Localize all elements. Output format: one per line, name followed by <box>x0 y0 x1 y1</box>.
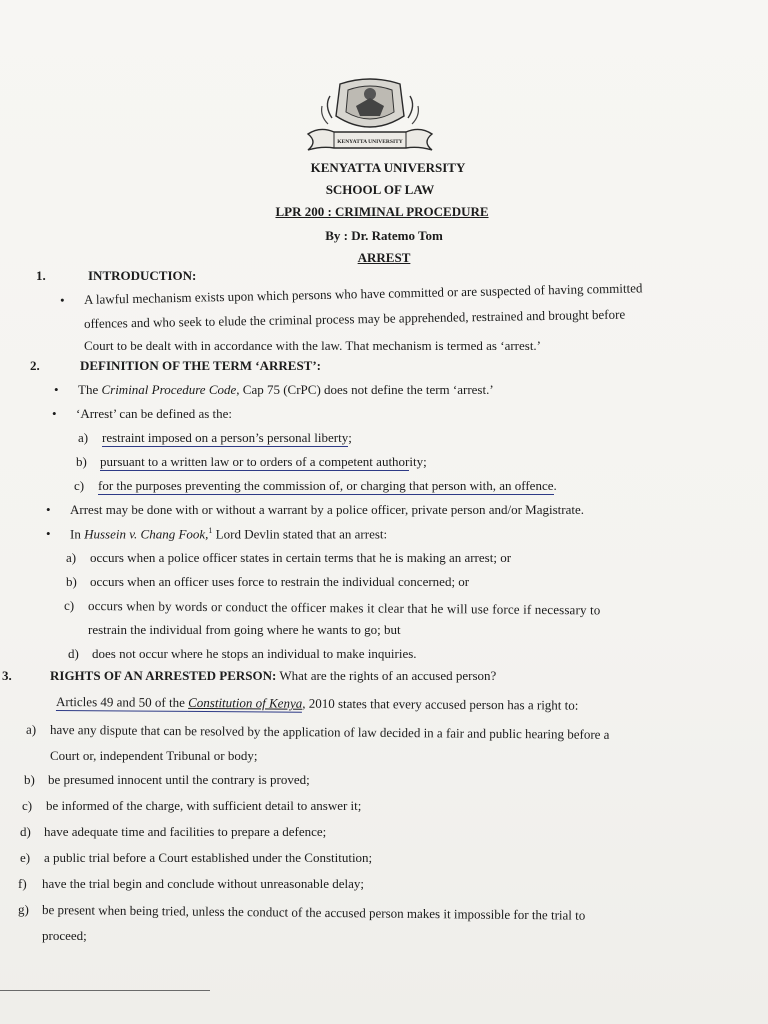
devlin-item-c-line-1: c) occurs when by words or conduct the officer makes it clear that he will use force if necessary to <box>63 597 601 618</box>
devlin-item-b: b) occurs when an officer uses force to restrain the individual concerned; or <box>66 574 470 589</box>
right-item-a-line-2: Court or, independent Tribunal or body; <box>50 748 258 763</box>
section-1-number: 1. <box>36 268 46 283</box>
section-3-number: 3. <box>2 668 12 683</box>
topic-title: ARREST <box>357 250 411 265</box>
course-title: LPR 200 : CRIMINAL PROCEDURE <box>275 204 489 219</box>
section-2-number: 2. <box>30 358 40 373</box>
rights-intro: Articles 49 and 50 of the Constitution of Kenya, 2010 states that every accused person has a right to: <box>55 694 579 713</box>
definition-bullet-4: • In Hussein v. Chang Fook,$^1$ Lord Devlin stated that an arrest: <box>70 526 387 542</box>
school-name: SCHOOL OF LAW <box>325 182 435 197</box>
section-3-heading: RIGHTS OF AN ARRESTED PERSON: What are the rights of an accused person? <box>50 668 497 683</box>
intro-line-2: offences and who seek to elude the criminal process may be apprehended, restrained and brought before <box>83 306 626 331</box>
section-1-title: INTRODUCTION: <box>88 268 197 283</box>
footnote-divider <box>0 990 210 991</box>
section-2-title: DEFINITION OF THE TERM ‘ARREST’: <box>80 358 322 373</box>
definition-item-a: a) restraint imposed on a person’s personal liberty; <box>78 430 352 445</box>
intro-line-1: • A lawful mechanism exists upon which persons who have committed or are suspected of having committed <box>84 280 643 308</box>
right-item-a-line-1: a) have any dispute that can be resolved by the application of law decided in a fair and public hearing before a <box>25 721 610 742</box>
devlin-item-d: d) does not occur where he stops an individual to make inquiries. <box>68 646 417 661</box>
right-item-b: b) be presumed innocent until the contrary is proved; <box>24 772 310 787</box>
right-item-f: f) have the trial begin and conclude without unreasonable delay; <box>18 876 364 891</box>
right-item-g-line-2: proceed; <box>42 928 87 943</box>
crest-motto: KENYATTA UNIVERSITY <box>337 139 403 145</box>
author-line: By : Dr. Ratemo Tom <box>325 228 443 243</box>
definition-bullet-3: • Arrest may be done with or without a warrant by a police officer, private person and/or Magistrate. <box>70 502 584 518</box>
right-item-c: c) be informed of the charge, with sufficient detail to answer it; <box>22 798 362 813</box>
definition-item-b: b) pursuant to a written law or to orders of a competent authority; <box>76 454 427 469</box>
definition-item-c: c) for the purposes preventing the commission of, or charging that person with, an offence. <box>74 478 557 493</box>
university-crest-icon <box>300 76 440 158</box>
devlin-item-c-line-2: restrain the individual from going where he wants to go; but <box>88 622 401 637</box>
definition-bullet-1: • The Criminal Procedure Code, Cap 75 (CrPC) does not define the term ‘arrest.’ <box>78 382 494 398</box>
right-item-g-line-1: g) be present when being tried, unless the conduct of the accused person makes it impossible for the trial to <box>17 901 586 923</box>
definition-bullet-2: • ‘Arrest’ can be defined as the: <box>76 406 232 422</box>
right-item-e: e) a public trial before a Court established under the Constitution; <box>20 850 373 865</box>
right-item-d: d) have adequate time and facilities to prepare a defence; <box>20 824 327 839</box>
intro-line-3: Court to be dealt with in accordance with the law. That mechanism is termed as ‘arrest.’ <box>84 338 542 353</box>
university-name: KENYATTA UNIVERSITY <box>310 160 466 175</box>
devlin-item-a: a) occurs when a police officer states in certain terms that he is making an arrest; or <box>66 550 512 565</box>
